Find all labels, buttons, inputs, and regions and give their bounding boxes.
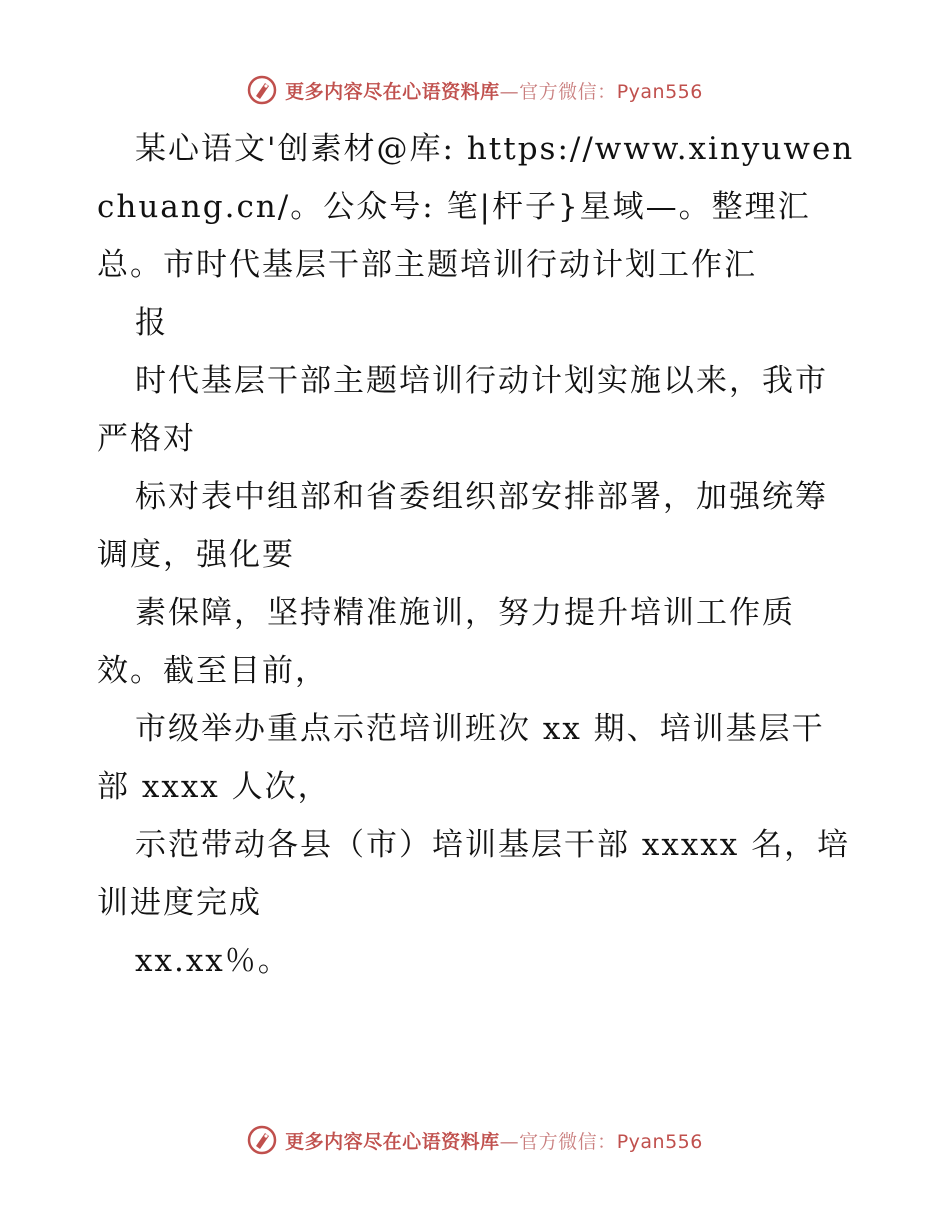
header-banner [0, 70, 950, 110]
paragraph-5: 素保障，坚持精准施训，努力提升培训工作质效。截至目前， [97, 595, 795, 689]
paragraph-4: 标对表中组部和省委组织部安排部署，加强统筹调度，强化要 [97, 479, 828, 573]
header-banner-text [285, 77, 703, 104]
header-wechat-id: Pyan556 [616, 80, 703, 103]
pen-nib-logo-icon [247, 75, 277, 105]
footer-banner-main: 更多内容尽在心语资料库 [285, 1130, 500, 1153]
footer-banner-text [285, 1127, 703, 1154]
paragraph-intro: 某心语文'创素材@库: https://www.xinyuwenchuang.cn/。公众号: 笔|杆子}星域—。整理汇总。市时代基层干部主题培训行动计划工作汇 [97, 131, 855, 283]
paragraph-2: 报 [135, 305, 168, 341]
paragraph-8: xx.xx％。 [135, 943, 291, 979]
paragraph-6: 市级举办重点示范培训班次 xx 期、培训基层干部 xxxx 人次， [97, 711, 825, 805]
footer-wechat-id: Pyan556 [616, 1130, 703, 1153]
header-banner-sep: —官方微信： [499, 80, 617, 103]
document-body [97, 120, 857, 990]
header-banner-main: 更多内容尽在心语资料库 [285, 80, 500, 103]
paragraph-7: 示范带动各县（市）培训基层干部 xxxxx 名，培训进度完成 [97, 827, 851, 921]
paragraph-3: 时代基层干部主题培训行动计划实施以来，我市严格对 [97, 363, 828, 457]
footer-banner-sep: —官方微信： [499, 1130, 617, 1153]
footer-banner [0, 1120, 950, 1160]
pen-nib-logo-icon [247, 1125, 277, 1155]
